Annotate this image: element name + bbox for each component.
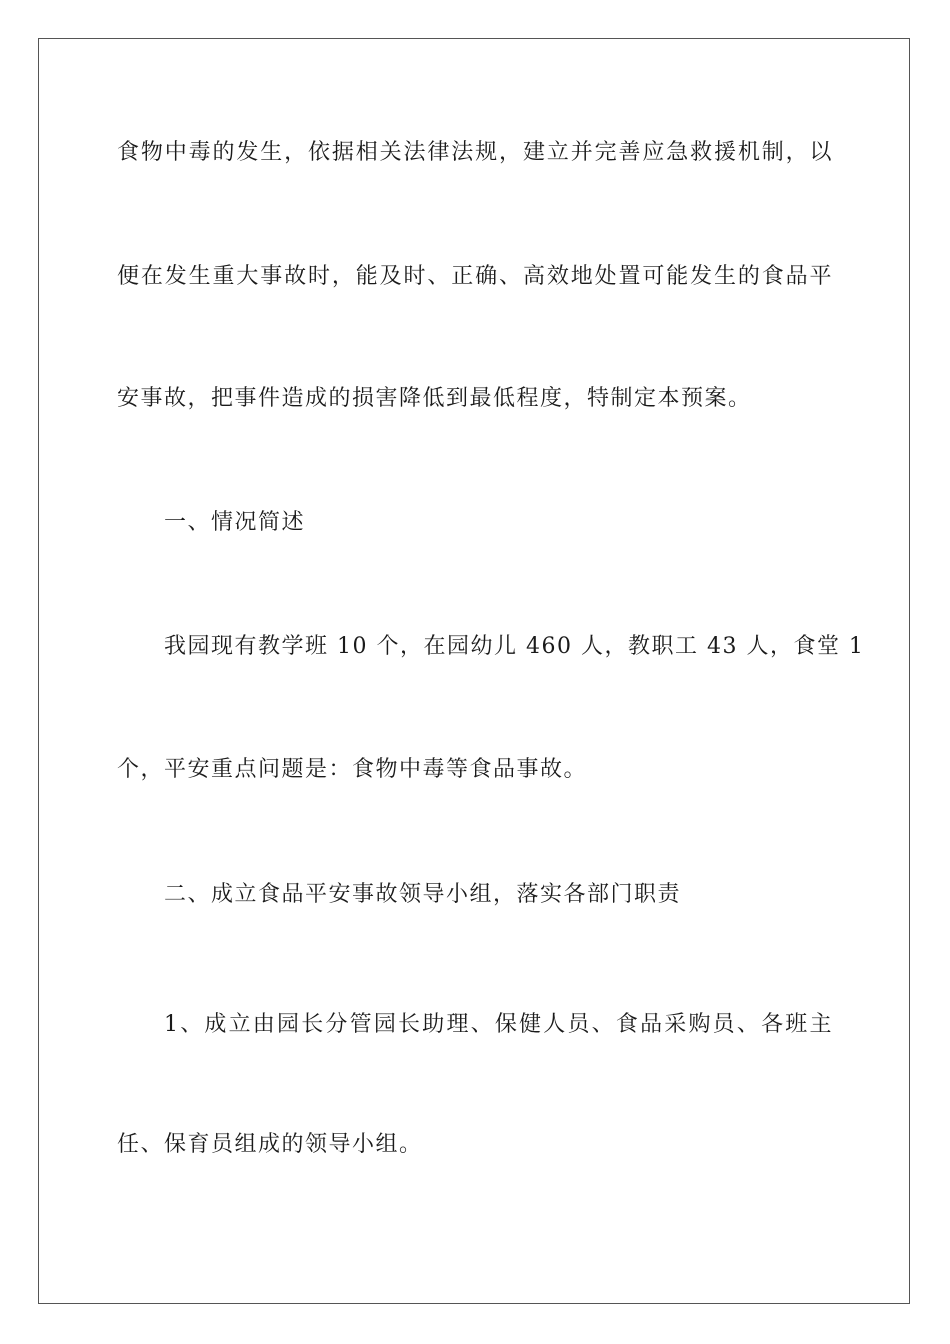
paragraph-line: 安事故，把事件造成的损害降低到最低程度，特制定本预案。	[117, 386, 752, 411]
paragraph-line: 我园现有教学班 10 个，在园幼儿 460 人，教职工 43 人，食堂 1	[164, 634, 865, 659]
section-heading: 一、情况简述	[164, 510, 306, 535]
paragraph-line: 任、保育员组成的领导小组。	[117, 1132, 423, 1157]
page-frame	[38, 38, 910, 1304]
paragraph-line: 个，平安重点问题是：食物中毒等食品事故。	[117, 757, 588, 782]
paragraph-line: 便在发生重大事故时，能及时、正确、高效地处置可能发生的食品平	[117, 264, 833, 289]
paragraph-line: 1、成立由园长分管园长助理、保健人员、食品采购员、各班主	[164, 1012, 833, 1037]
paragraph-line: 食物中毒的发生，依据相关法律法规，建立并完善应急救援机制，以	[117, 140, 833, 165]
section-heading: 二、成立食品平安事故领导小组，落实各部门职责	[164, 882, 682, 907]
